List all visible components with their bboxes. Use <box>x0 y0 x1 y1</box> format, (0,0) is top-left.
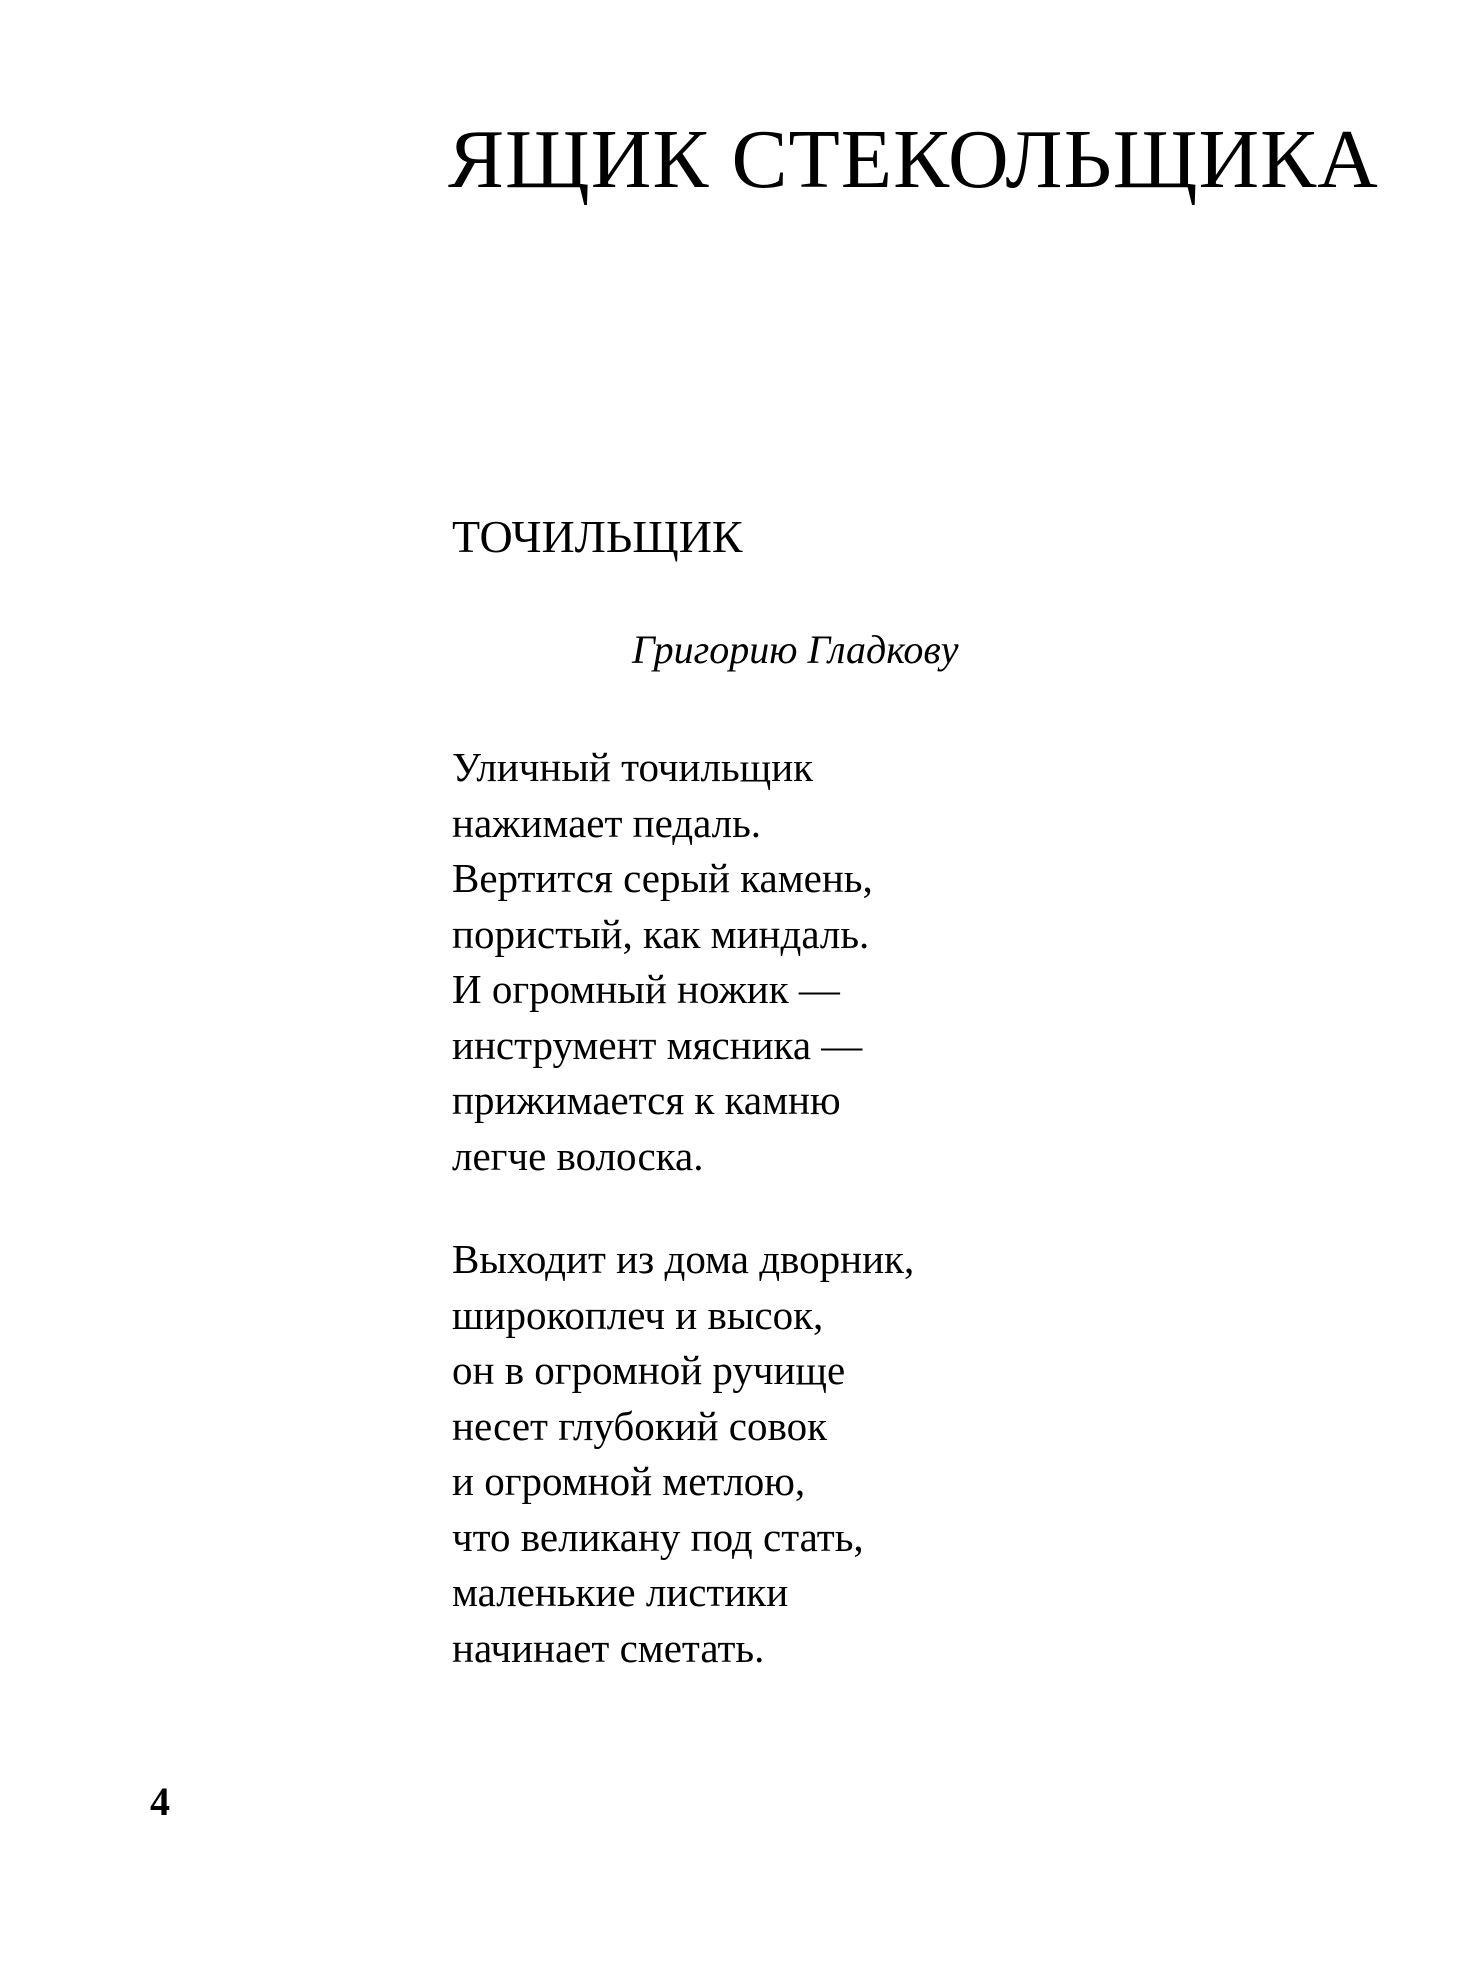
poem-line: Вертится серый камень, <box>452 855 873 901</box>
poem-line: прижимается к камню <box>452 1077 841 1123</box>
poem-title: ТОЧИЛЬЩИК <box>452 511 743 562</box>
poem-line: Выходит из дома дворник, <box>452 1236 915 1282</box>
poem-line: пористый, как миндаль. <box>452 910 870 957</box>
poem-line: маленькие листики <box>452 1569 789 1615</box>
poem-line: инструмент мясника — <box>452 1021 863 1068</box>
poem-line: широкоплеч и высок, <box>452 1291 824 1338</box>
poem-line: несет глубокий совок <box>452 1402 827 1449</box>
stanza-1 <box>452 740 873 1184</box>
poem-line: легче волоска. <box>452 1132 704 1179</box>
stanza-2 <box>452 1232 914 1676</box>
poem-line: что великану под стать, <box>452 1513 864 1560</box>
page-number: 4 <box>150 1779 170 1824</box>
poem-line: и огромной метлою, <box>452 1458 806 1504</box>
section-title: ЯЩИК СТЕКОЛЬЩИКА <box>448 113 1379 206</box>
poem-line: начинает сметать. <box>452 1624 765 1671</box>
poem-line: Уличный точильщик <box>452 744 814 790</box>
poem-line: он в огромной ручище <box>452 1347 846 1393</box>
poem-dedication: Григорию Гладкову <box>632 627 959 672</box>
poem-line: И огромный ножик — <box>452 966 840 1012</box>
poem-line: нажимает педаль. <box>452 799 762 846</box>
